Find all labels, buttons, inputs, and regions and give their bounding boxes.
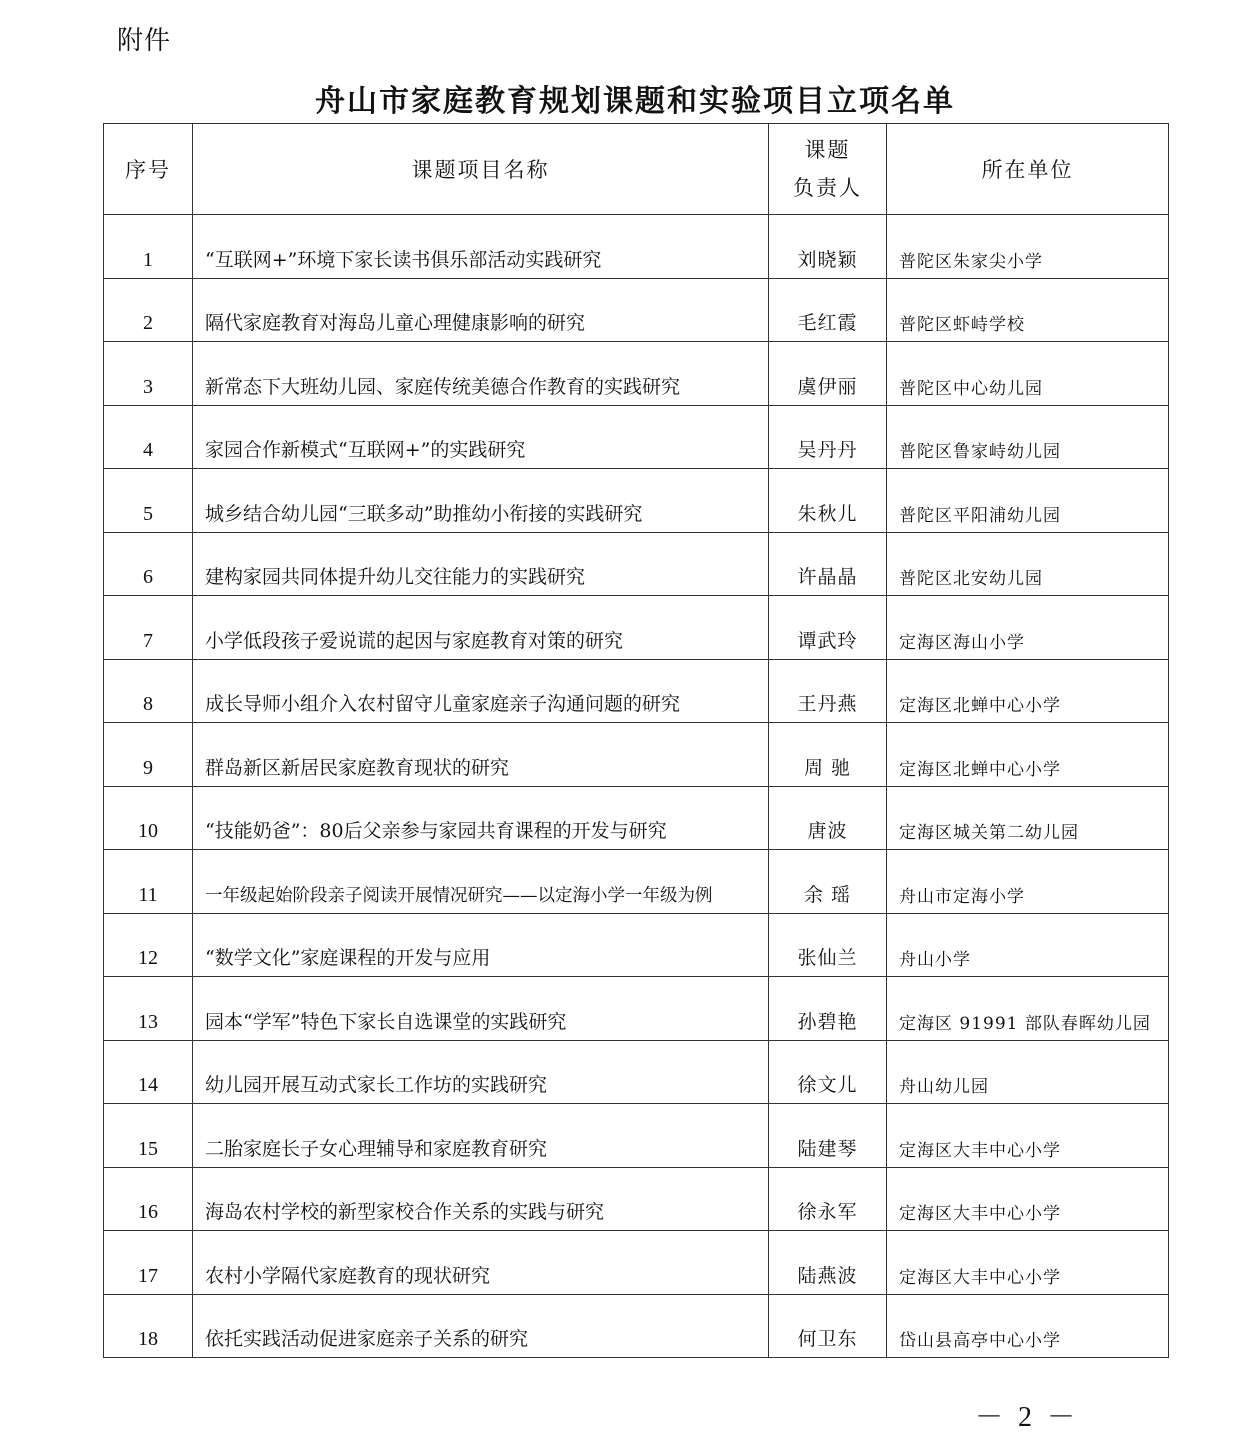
- row-unit: 舟山市定海小学: [887, 850, 1169, 914]
- row-lead: 王丹燕: [769, 659, 887, 723]
- row-name: 家园合作新模式“互联网+”的实践研究: [193, 405, 769, 469]
- row-name: 成长导师小组介入农村留守儿童家庭亲子沟通问题的研究: [193, 659, 769, 723]
- row-unit: 定海区大丰中心小学: [887, 1167, 1169, 1231]
- header-lead-line1: 课题: [804, 138, 851, 162]
- table-row: [104, 659, 1169, 723]
- row-name: 小学低段孩子爱说谎的起因与家庭教育对策的研究: [193, 596, 769, 660]
- row-lead: 毛红霞: [769, 278, 887, 342]
- header-no: 序号: [104, 124, 193, 215]
- row-no: 9: [104, 723, 193, 787]
- row-unit: 普陀区北安幼儿园: [887, 532, 1169, 596]
- table-row: [104, 405, 1169, 469]
- row-no: 13: [104, 977, 193, 1041]
- row-unit: 普陀区中心幼儿园: [887, 342, 1169, 406]
- table-row: [104, 1294, 1169, 1358]
- table-row: [104, 1040, 1169, 1104]
- row-lead: 朱秋儿: [769, 469, 887, 533]
- row-unit: 普陀区平阳浦幼儿园: [887, 469, 1169, 533]
- table-row: [104, 913, 1169, 977]
- row-name: 新常态下大班幼儿园、家庭传统美德合作教育的实践研究: [193, 342, 769, 406]
- row-lead: 何卫东: [769, 1294, 887, 1358]
- row-unit: 普陀区朱家尖小学: [887, 215, 1169, 279]
- row-name: 农村小学隔代家庭教育的现状研究: [193, 1231, 769, 1295]
- row-name: 群岛新区新居民家庭教育现状的研究: [193, 723, 769, 787]
- row-unit: 定海区北蝉中心小学: [887, 659, 1169, 723]
- row-name: 一年级起始阶段亲子阅读开展情况研究——以定海小学一年级为例: [193, 850, 769, 914]
- row-unit: 普陀区鲁家峙幼儿园: [887, 405, 1169, 469]
- table-row: [104, 215, 1169, 279]
- row-no: 18: [104, 1294, 193, 1358]
- row-name: 二胎家庭长子女心理辅导和家庭教育研究: [193, 1104, 769, 1168]
- table-row: [104, 1231, 1169, 1295]
- row-unit: 舟山小学: [887, 913, 1169, 977]
- table-row: [104, 278, 1169, 342]
- row-no: 17: [104, 1231, 193, 1295]
- row-unit: 定海区北蝉中心小学: [887, 723, 1169, 787]
- row-no: 1: [104, 215, 193, 279]
- row-unit: 定海区大丰中心小学: [887, 1104, 1169, 1168]
- row-name: “互联网+”环境下家长读书俱乐部活动实践研究: [193, 215, 769, 279]
- row-unit: 定海区城关第二幼儿园: [887, 786, 1169, 850]
- row-name: 城乡结合幼儿园“三联多动”助推幼小衔接的实践研究: [193, 469, 769, 533]
- row-no: 15: [104, 1104, 193, 1168]
- table-row: [104, 532, 1169, 596]
- row-no: 2: [104, 278, 193, 342]
- table-row: [104, 723, 1169, 787]
- table-row: [104, 469, 1169, 533]
- row-lead: 陆燕波: [769, 1231, 887, 1295]
- row-name: 海岛农村学校的新型家校合作关系的实践与研究: [193, 1167, 769, 1231]
- row-lead: 孙碧艳: [769, 977, 887, 1041]
- row-lead: 周 驰: [769, 723, 887, 787]
- row-unit: 普陀区虾峙学校: [887, 278, 1169, 342]
- row-unit: 舟山幼儿园: [887, 1040, 1169, 1104]
- row-lead: 谭武玲: [769, 596, 887, 660]
- table-row: [104, 786, 1169, 850]
- row-no: 6: [104, 532, 193, 596]
- row-lead: 张仙兰: [769, 913, 887, 977]
- row-lead: 唐波: [769, 786, 887, 850]
- header-name: 课题项目名称: [193, 124, 769, 215]
- header-lead: [769, 124, 887, 215]
- row-lead: 虞伊丽: [769, 342, 887, 406]
- header-lead-line2: 负责人: [793, 176, 862, 200]
- row-no: 10: [104, 786, 193, 850]
- row-name: 园本“学军”特色下家长自选课堂的实践研究: [193, 977, 769, 1041]
- row-no: 11: [104, 850, 193, 914]
- row-lead: 徐文儿: [769, 1040, 887, 1104]
- row-name: 建构家园共同体提升幼儿交往能力的实践研究: [193, 532, 769, 596]
- row-lead: 徐永军: [769, 1167, 887, 1231]
- row-unit: 定海区大丰中心小学: [887, 1231, 1169, 1295]
- row-no: 12: [104, 913, 193, 977]
- row-name: 幼儿园开展互动式家长工作坊的实践研究: [193, 1040, 769, 1104]
- row-name: “技能奶爸”：80后父亲参与家园共育课程的开发与研究: [193, 786, 769, 850]
- row-lead: 陆建琴: [769, 1104, 887, 1168]
- row-unit: 岱山县高亭中心小学: [887, 1294, 1169, 1358]
- row-no: 3: [104, 342, 193, 406]
- row-name: “数学文化”家庭课程的开发与应用: [193, 913, 769, 977]
- row-no: 5: [104, 469, 193, 533]
- row-name: 依托实践活动促进家庭亲子关系的研究: [193, 1294, 769, 1358]
- row-unit: 定海区海山小学: [887, 596, 1169, 660]
- table-row: [104, 977, 1169, 1041]
- row-no: 16: [104, 1167, 193, 1231]
- row-no: 14: [104, 1040, 193, 1104]
- row-lead: 许晶晶: [769, 532, 887, 596]
- attachment-label: 附件: [117, 26, 172, 56]
- row-lead: 刘晓颖: [769, 215, 887, 279]
- table-row: [104, 342, 1169, 406]
- table-header-row: [104, 124, 1169, 215]
- row-name: 隔代家庭教育对海岛儿童心理健康影响的研究: [193, 278, 769, 342]
- document-title: 舟山市家庭教育规划课题和实验项目立项名单: [315, 84, 955, 119]
- table-row: [104, 850, 1169, 914]
- row-no: 7: [104, 596, 193, 660]
- page-number: － 2 －: [975, 1402, 1080, 1433]
- header-unit: 所在单位: [887, 124, 1169, 215]
- table-row: [104, 1104, 1169, 1168]
- row-no: 4: [104, 405, 193, 469]
- project-table: [103, 123, 1169, 1358]
- table-row: [104, 596, 1169, 660]
- row-lead: 余 瑶: [769, 850, 887, 914]
- row-unit: 定海区 91991 部队春晖幼儿园: [887, 977, 1169, 1041]
- row-no: 8: [104, 659, 193, 723]
- table-row: [104, 1167, 1169, 1231]
- row-lead: 吴丹丹: [769, 405, 887, 469]
